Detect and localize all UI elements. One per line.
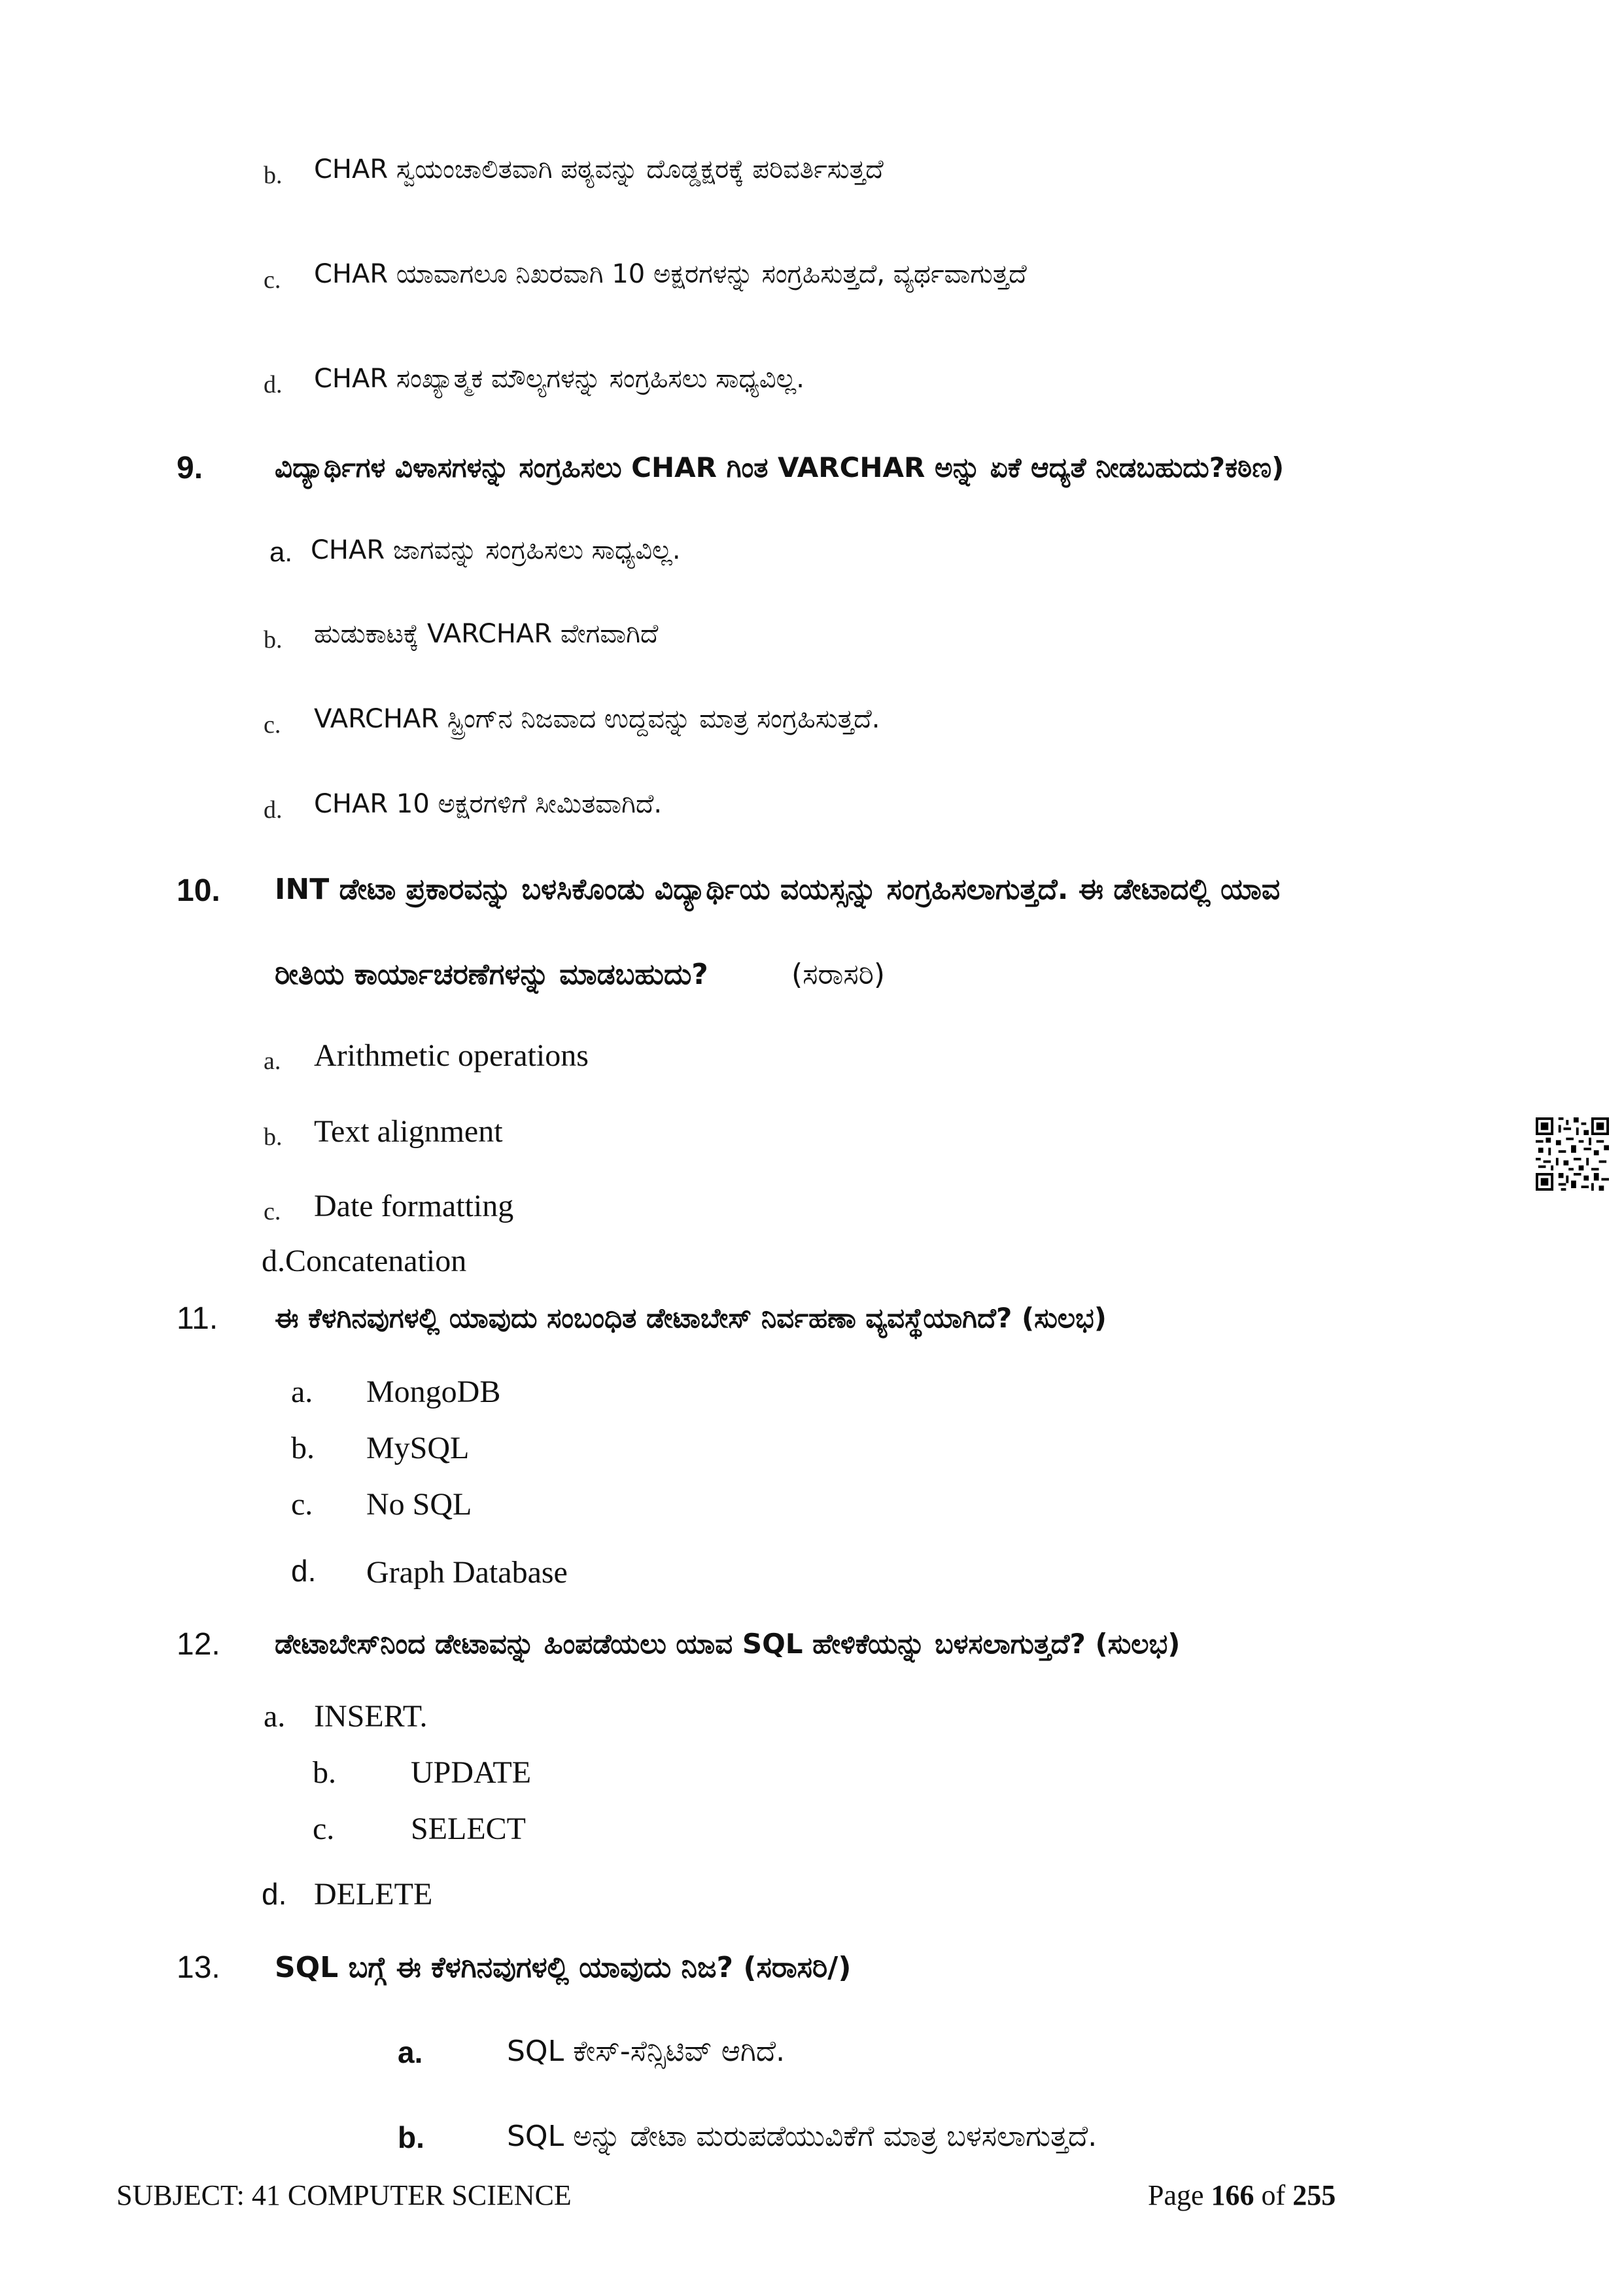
q8-option-b-label: b. [264,162,283,189]
q8-option-d-text: CHAR ಸಂಖ್ಯಾತ್ಮಕ ಮೌಲ್ಯಗಳನ್ನು ಸಂಗ್ರಹಿಸಲು ಸಾಧ್ಯವಿಲ್ಲ. [314,364,805,394]
footer-page-number [1148,2179,1336,2212]
q9-number: 9. [177,451,203,485]
footer-page-total: 255 [1292,2179,1336,2211]
q12-option-d-text: DELETE [314,1877,433,1912]
q10-option-c-label: c. [264,1198,281,1225]
q12-option-a-text: INSERT. [314,1699,428,1734]
q8-option-c-label: c. [264,266,281,294]
q13-option-b-text: SQL ಅನ್ನು ಡೇಟಾ ಮರುಪಡೆಯುವಿಕೆಗೆ ಮಾತ್ರ ಬಳಸಲಾಗುತ್ತದೆ. [507,2120,1097,2153]
q8-option-d-label: d. [264,371,283,398]
q9-option-b-label: b. [264,626,283,654]
q9-option-d-text: CHAR 10 ಅಕ್ಷರಗಳಿಗೆ ಸೀಮಿತವಾಗಿದೆ. [314,789,663,819]
q9-option-b-text: ಹುಡುಕಾಟಕ್ಕೆ VARCHAR ವೇಗವಾಗಿದೆ [314,619,659,649]
q11-option-c-text: No SQL [366,1487,472,1522]
q10-option-c-text: Date formatting [314,1189,514,1223]
q11-option-d-text: Graph Database [366,1555,568,1590]
q12-number: 12. [177,1627,220,1662]
q13-option-a-text: SQL ಕೇಸ್-ಸೆನ್ಸಿಟಿವ್ ಆಗಿದೆ. [507,2035,786,2068]
footer-page-word: Page [1148,2179,1204,2211]
q11-option-a-text: MongoDB [366,1375,501,1409]
q10-option-a-text: Arithmetic operations [314,1038,589,1073]
q11-option-b-label: b. [291,1431,315,1465]
footer-page-current: 166 [1211,2179,1254,2211]
q8-option-b-text: CHAR ಸ್ವಯಂಚಾಲಿತವಾಗಿ ಪಠ್ಯವನ್ನು ದೊಡ್ಡಕ್ಷರಕ್ಕೆ ಪರಿವರ್ತಿಸುತ್ತದೆ [314,154,884,184]
q12-option-d-label: d. [262,1877,287,1911]
q12-option-b-label: b. [313,1755,336,1790]
q13-option-b-label: b. [398,2120,424,2154]
q12-question-text: ಡೇಟಾಬೇಸ್‌ನಿಂದ ಡೇಟಾವನ್ನು ಹಿಂಪಡೆಯಲು ಯಾವ SQL ಹೇಳಿಕೆಯನ್ನು ಬಳಸಲಾಗುತ್ತದೆ? (ಸುಲಭ) [275,1628,1181,1660]
q10-option-b-label: b. [264,1123,283,1151]
q11-option-b-text: MySQL [366,1431,470,1465]
q9-question-text: ವಿದ್ಯಾರ್ಥಿಗಳ ವಿಳಾಸಗಳನ್ನು ಸಂಗ್ರಹಿಸಲು CHAR ಗಿಂತ VARCHAR ಅನ್ನು ಏಕೆ ಆದ್ಯತೆ ನೀಡಬಹುದು?ಕಠಿಣ) [275,451,1285,483]
footer-page-of: of [1261,2179,1286,2211]
footer-subject: SUBJECT: 41 COMPUTER SCIENCE [116,2179,572,2211]
q10-option-b-text: Text alignment [314,1114,503,1149]
q9-option-c-text: VARCHAR ಸ್ಟ್ರಿಂಗ್‌ನ ನಿಜವಾದ ಉದ್ದವನ್ನು ಮಾತ್ರ ಸಂಗ್ರಹಿಸುತ್ತದೆ. [314,704,880,734]
q13-number: 13. [177,1950,220,1985]
q11-option-c-label: c. [291,1487,313,1522]
q11-option-d-label: d. [291,1554,317,1588]
q10-question-line1: INT ಡೇಟಾ ಪ್ರಕಾರವನ್ನು ಬಳಸಿಕೊಂಡು ವಿದ್ಯಾರ್ಥಿಯ ವಯಸ್ಸನ್ನು ಸಂಗ್ರಹಿಸಲಾಗುತ್ತದೆ. ಈ ಡೇಟಾದಲ್ಲಿ ಯಾವ [275,873,1281,906]
q11-option-a-label: a. [291,1375,313,1409]
q9-option-c-label: c. [264,711,281,739]
q8-option-c-text: CHAR ಯಾವಾಗಲೂ ನಿಖರವಾಗಿ 10 ಅಕ್ಷರಗಳನ್ನು ಸಂಗ್ರಹಿಸುತ್ತದೆ, ವ್ಯರ್ಥವಾಗುತ್ತದೆ [314,259,1027,289]
q12-option-a-label: a. [264,1699,286,1734]
q13-option-a-label: a. [398,2035,423,2069]
q11-question-text: ಈ ಕೆಳಗಿನವುಗಳಲ್ಲಿ ಯಾವುದು ಸಂಬಂಧಿತ ಡೇಟಾಬೇಸ್ ನಿರ್ವಹಣಾ ವ್ಯವಸ್ಥೆಯಾಗಿದೆ? (ಸುಲಭ) [275,1302,1107,1334]
q10-option-a-label: a. [264,1047,281,1075]
q12-option-c-text: SELECT [411,1812,526,1846]
qr-code-icon [1536,1117,1609,1191]
q10-option-d-text: d.Concatenation [262,1244,467,1278]
q10-number: 10. [177,873,220,908]
q9-option-a-text: CHAR ಜಾಗವನ್ನು ಸಂಗ್ರಹಿಸಲು ಸಾಧ್ಯವಿಲ್ಲ. [311,535,681,565]
q11-number: 11. [177,1301,218,1336]
q10-question-line2: ರೀತಿಯ ಕಾರ್ಯಾಚರಣೆಗಳನ್ನು ಮಾಡಬಹುದು? [275,958,708,991]
q10-difficulty: (ಸರಾಸರಿ) [791,958,886,991]
q12-option-c-label: c. [313,1812,335,1846]
q9-option-d-label: d. [264,796,283,824]
q13-question-text: SQL ಬಗ್ಗೆ ಈ ಕೆಳಗಿನವುಗಳಲ್ಲಿ ಯಾವುದು ನಿಜ? (ಸರಾಸರಿ/) [275,1951,852,1984]
q9-option-a-label: a. [269,536,293,567]
q12-option-b-text: UPDATE [411,1755,532,1790]
